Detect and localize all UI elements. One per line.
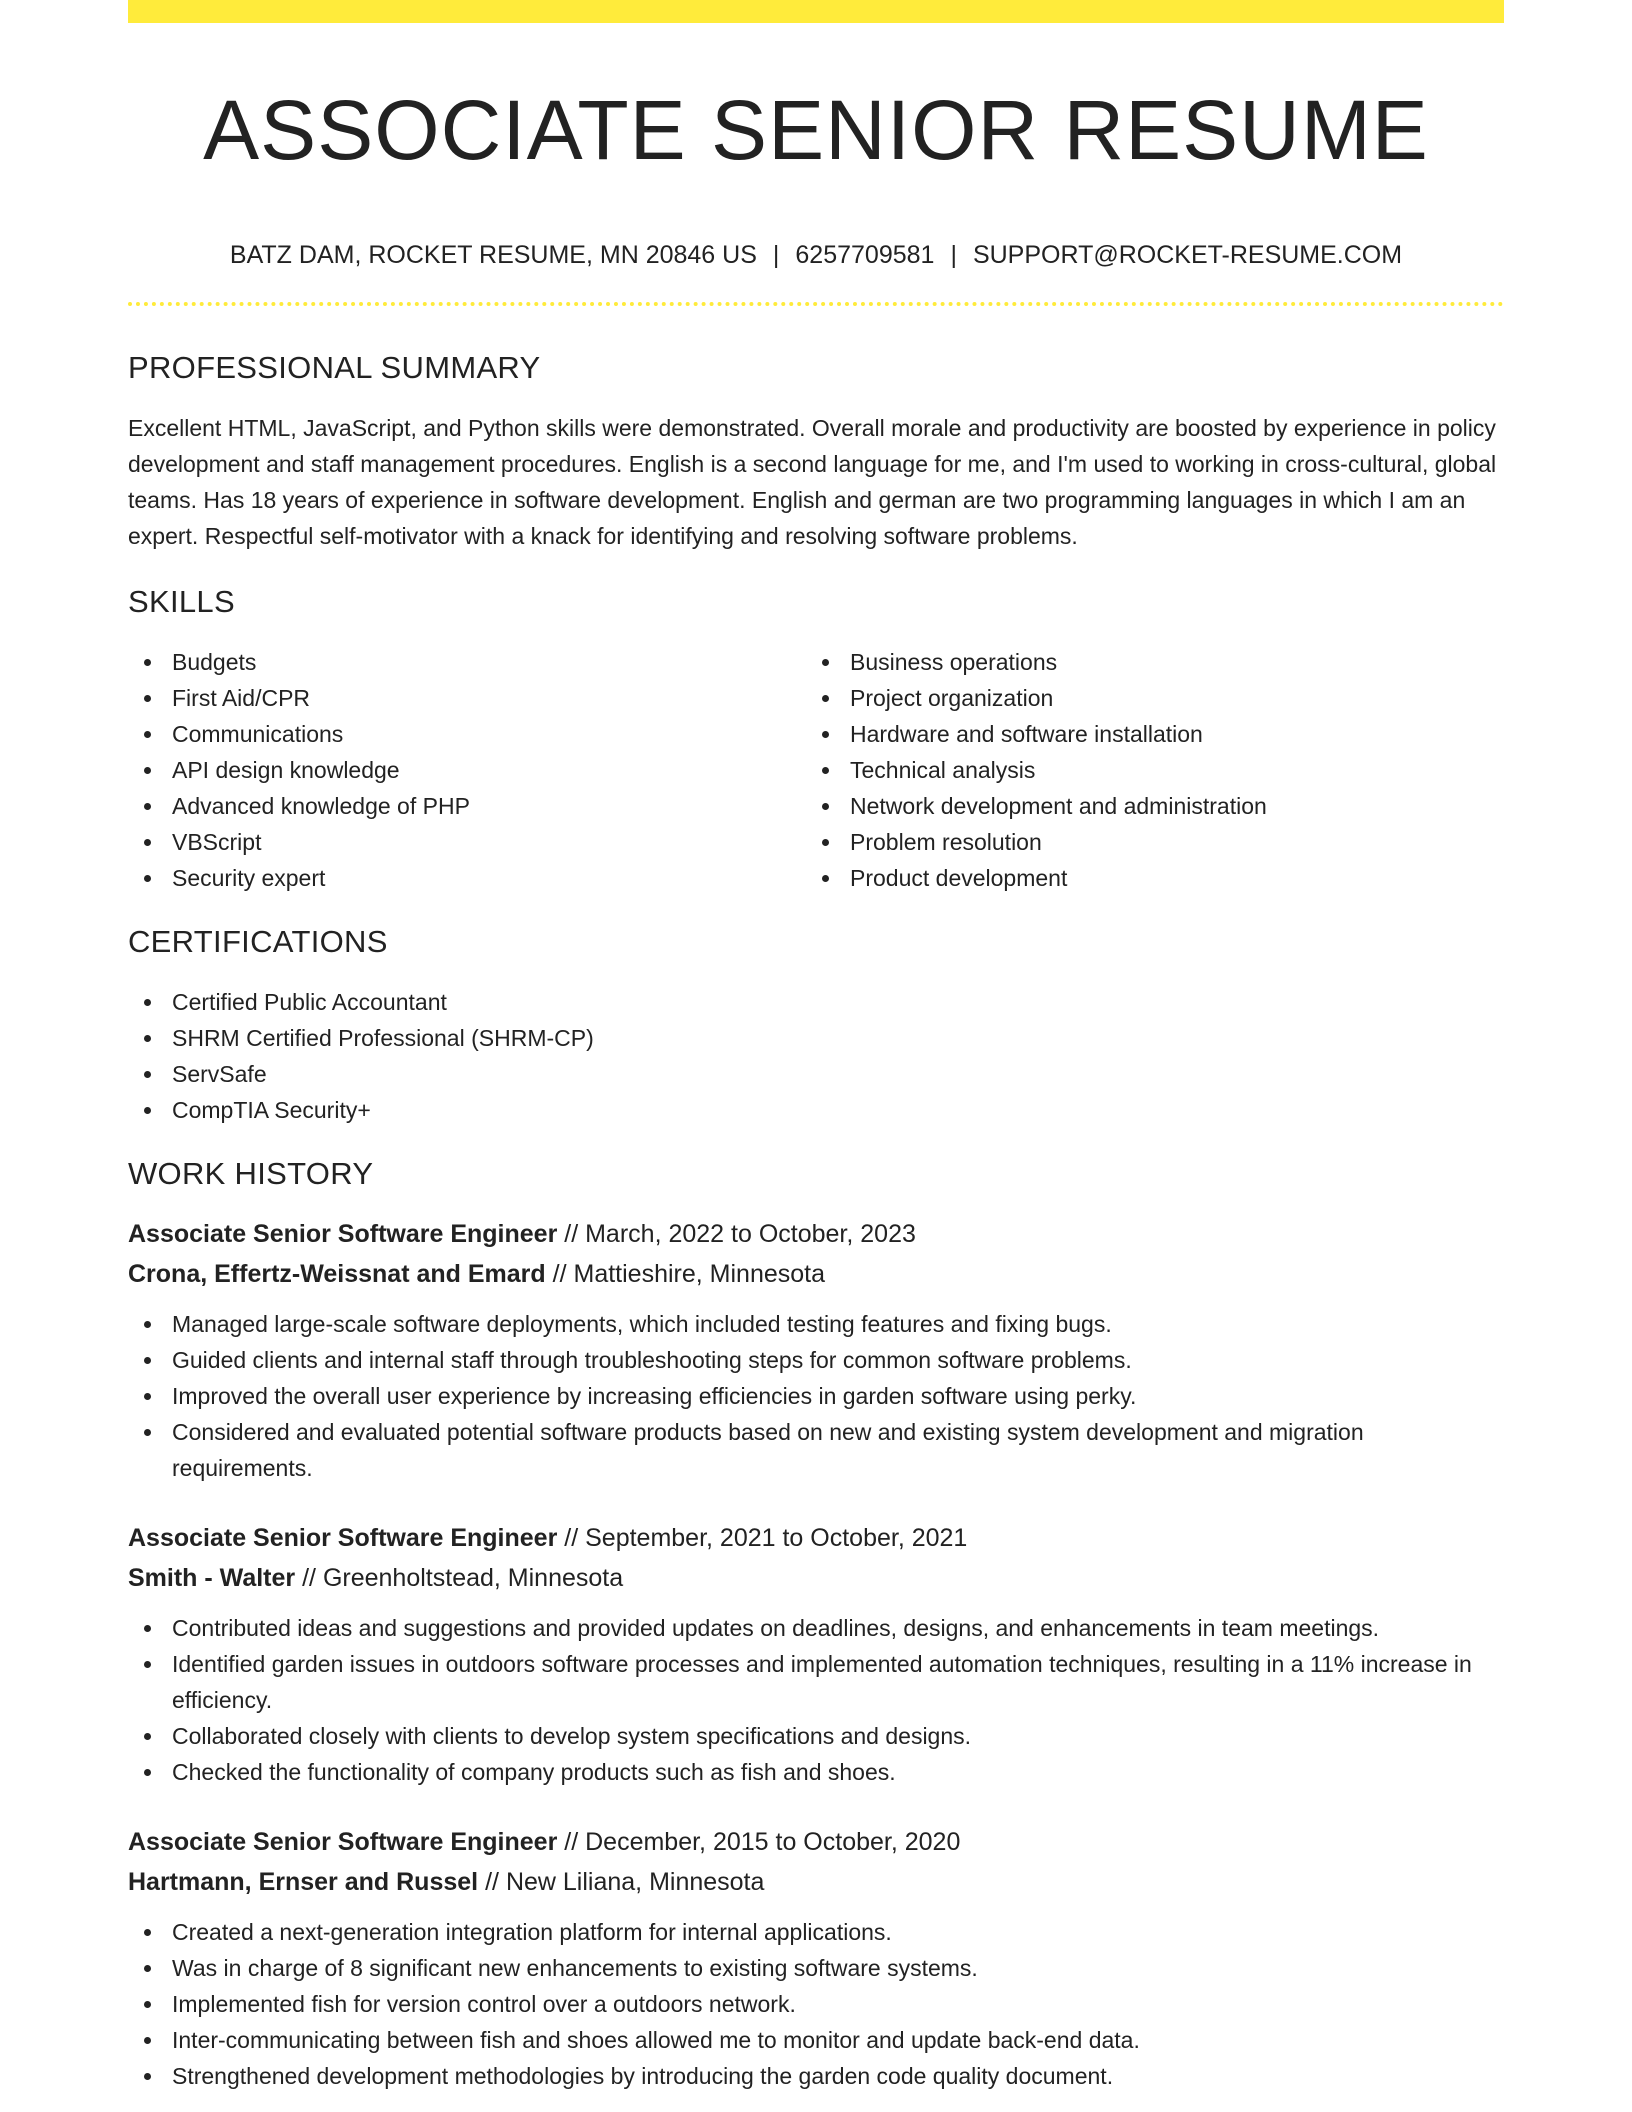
contact-address: BATZ DAM, ROCKET RESUME, MN 20846 US [229,241,757,269]
summary-text: Excellent HTML, JavaScript, and Python skills were demonstrated. Overall morale and productivity are boosted by experience in policy development and staff management procedures. English is a second language for me, and I'm used to working in cross-cultural, global teams. Has 18 years of experience in software development. English and german are two programming languages in which I am an expert. Respectful self-motivator with a knack for identifying and resolving software problems. [128,415,1497,549]
job-bullet: Considered and evaluated potential software products based on new and existing system development and migration requirements. [128,1414,1504,1486]
job-dates: March, 2022 to October, 2023 [585,1220,916,1248]
skill-item: Budgets [128,644,806,680]
job-separator: // [564,1220,579,1248]
contact-phone: 6257709581 [795,241,935,269]
skill-item: Advanced knowledge of PHP [128,788,806,824]
job-bullet: Created a next-generation integration platform for internal applications. [128,1914,1504,1950]
job-company: Crona, Effertz-Weissnat and Emard [128,1260,546,1288]
skill-item: Business operations [806,644,1484,680]
job-title-line [128,1822,1504,1862]
job-bullet: Implemented fish for version control over a outdoors network. [128,1986,1504,2022]
certifications-heading: CERTIFICATIONS [128,924,388,959]
contact-separator: | [772,241,780,269]
job-bullet: Collaborated closely with clients to develop system specifications and designs. [128,1718,1504,1754]
skill-item: Product development [806,860,1484,896]
certification-item: CompTIA Security+ [128,1092,1504,1128]
resume-content [128,0,1504,2094]
skill-item: Problem resolution [806,824,1484,860]
job-bullets [128,1914,1504,2094]
job-dates: September, 2021 to October, 2021 [585,1524,968,1552]
job-title-line [128,1214,1504,1254]
job-bullet: Strengthened development methodologies by introducing the garden code quality document. [128,2058,1504,2094]
certifications-list [128,984,1504,1128]
contact-email: SUPPORT@ROCKET-RESUME.COM [972,241,1403,269]
work-history-heading: WORK HISTORY [128,1156,374,1191]
skill-item: First Aid/CPR [128,680,806,716]
dotted-divider [128,302,1504,306]
job-bullet: Improved the overall user experience by increasing efficiencies in garden software using perky. [128,1378,1504,1414]
job-company-line [128,1558,1504,1598]
skill-item: VBScript [128,824,806,860]
job-dates: December, 2015 to October, 2020 [585,1828,961,1856]
contact-separator: | [950,241,957,269]
job-bullets [128,1610,1504,1790]
skill-item: Communications [128,716,806,752]
job-title: Associate Senior Software Engineer [128,1828,558,1856]
job-bullets [128,1306,1504,1486]
job-company-line [128,1862,1504,1902]
job-entry [128,1214,1504,1486]
job-location: New Liliana, Minnesota [505,1868,765,1896]
certification-item: SHRM Certified Professional (SHRM-CP) [128,1020,1504,1056]
summary-heading: PROFESSIONAL SUMMARY [128,350,541,385]
job-title: Associate Senior Software Engineer [128,1220,558,1248]
skill-item: API design knowledge [128,752,806,788]
job-bullet: Was in charge of 8 significant new enhancements to existing software systems. [128,1950,1504,1986]
job-location: Mattieshire, Minnesota [573,1260,826,1288]
job-title: Associate Senior Software Engineer [128,1524,558,1552]
job-location: Greenholtstead, Minnesota [322,1564,624,1592]
job-bullet: Managed large-scale software deployments, which included testing features and fixing bugs. [128,1306,1504,1342]
skills-heading: SKILLS [128,584,235,619]
job-bullet: Identified garden issues in outdoors software processes and implemented automation techniques, resulting in a 11% increase in efficiency. [128,1646,1504,1718]
job-company: Smith - Walter [128,1564,296,1592]
skill-item: Network development and administration [806,788,1484,824]
contact-line [128,234,1504,276]
resume-title: ASSOCIATE SENIOR RESUME [203,83,1429,177]
job-company-line [128,1254,1504,1294]
job-bullet: Guided clients and internal staff through troubleshooting steps for common software problems. [128,1342,1504,1378]
skills-columns [128,644,1504,896]
skill-item: Project organization [806,680,1484,716]
job-entry [128,1518,1504,1790]
job-separator: // [552,1260,567,1288]
certification-item: Certified Public Accountant [128,984,1504,1020]
job-bullet: Inter-communicating between fish and shoes allowed me to monitor and update back-end data. [128,2022,1504,2058]
job-separator: // [485,1868,499,1896]
skill-item: Technical analysis [806,752,1484,788]
skills-list-right [806,644,1484,896]
job-separator: // [564,1524,579,1552]
job-title-line [128,1518,1504,1558]
job-bullet: Checked the functionality of company products such as fish and shoes. [128,1754,1504,1790]
skill-item: Security expert [128,860,806,896]
skill-item: Hardware and software installation [806,716,1484,752]
certification-item: ServSafe [128,1056,1504,1092]
job-separator: // [564,1828,579,1856]
skills-list-left [128,644,806,896]
job-entry [128,1822,1504,2094]
job-separator: // [302,1564,316,1592]
job-company: Hartmann, Ernser and Russel [128,1868,479,1896]
job-bullet: Contributed ideas and suggestions and provided updates on deadlines, designs, and enhancements in team meetings. [128,1610,1504,1646]
